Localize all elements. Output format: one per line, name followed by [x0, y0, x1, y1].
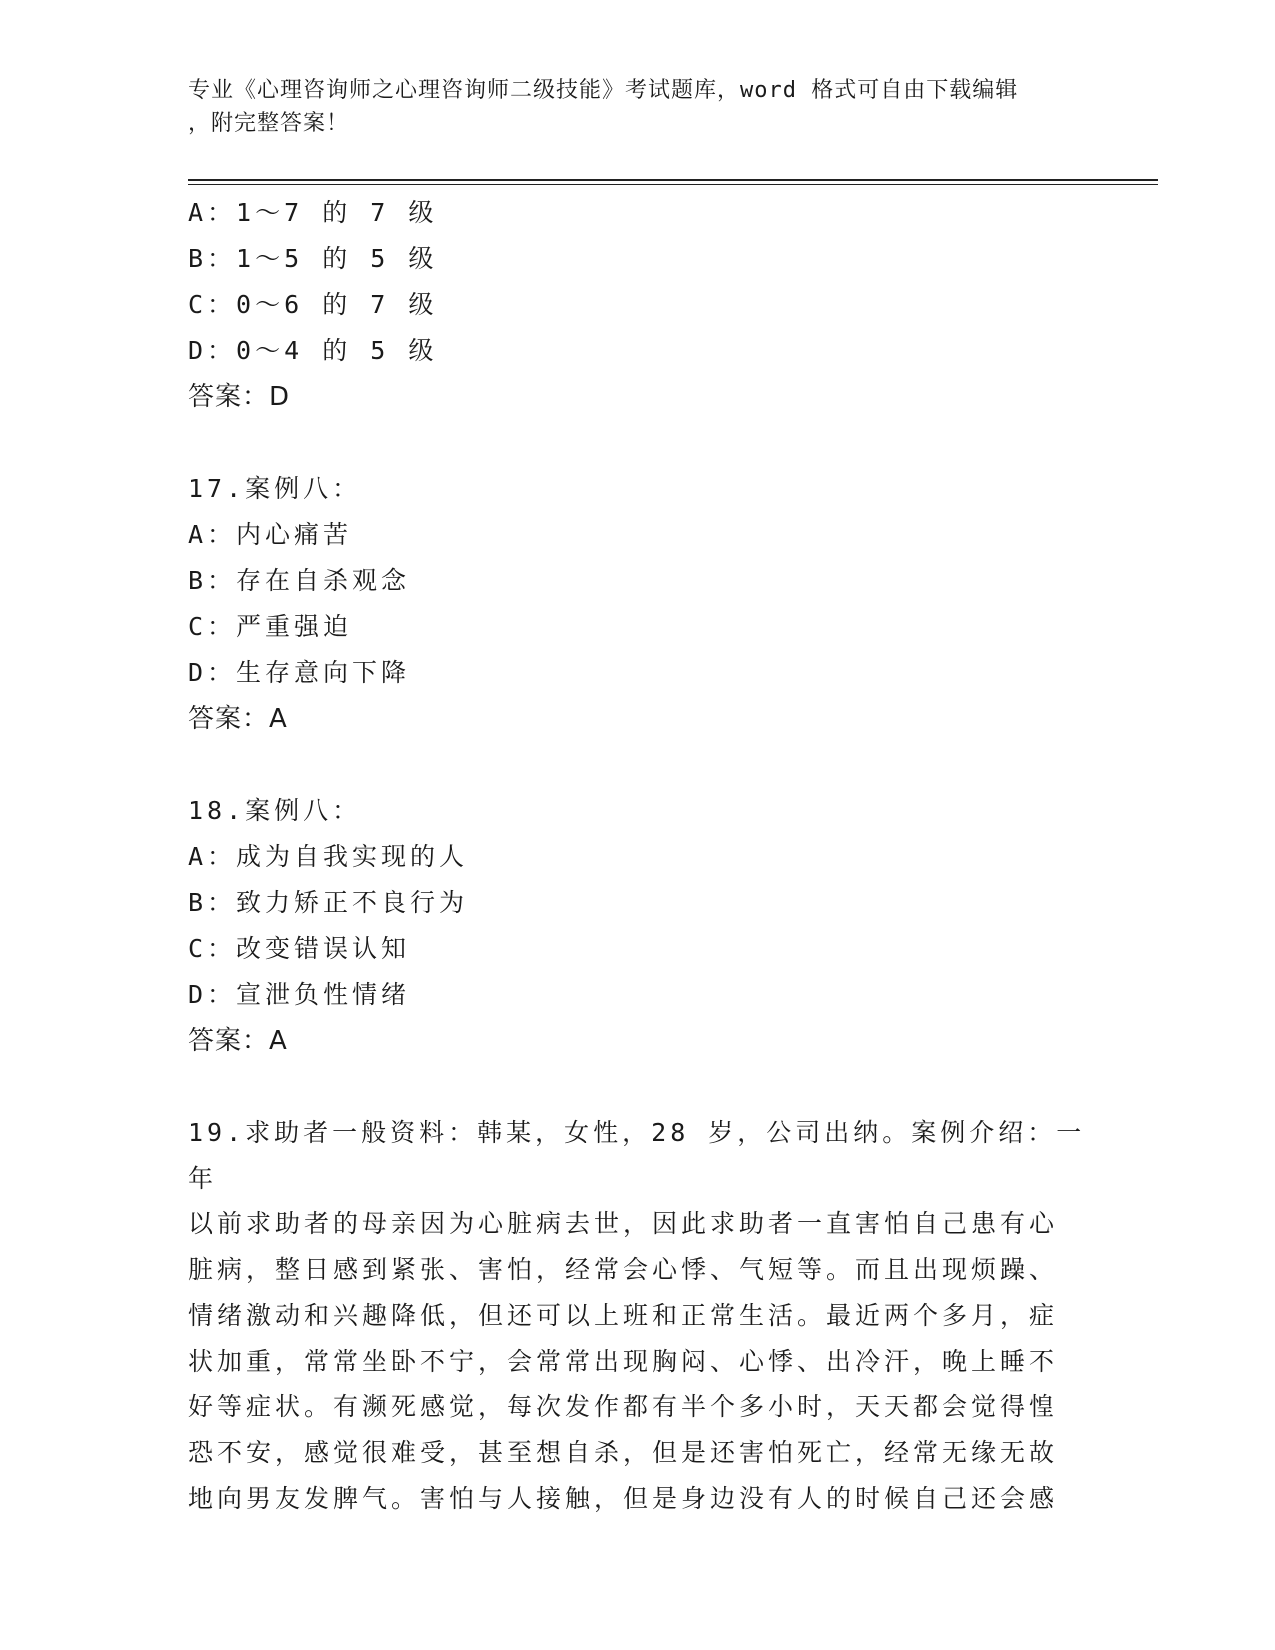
option-d: D：生存意向下降 — [188, 658, 411, 687]
paragraph-line: 情绪激动和兴趣降低，但还可以上班和正常生活。最近两个多月，症 — [188, 1300, 1059, 1330]
option-a: A：成为自我实现的人 — [188, 842, 469, 871]
question-16 — [188, 190, 1088, 420]
option-a: A：1～7 的 7 级 — [188, 198, 438, 227]
paragraph-line: 地向男友发脾气。害怕与人接触，但是身边没有人的时候自己还会感 — [188, 1483, 1059, 1513]
answer: 答案：A — [188, 1026, 288, 1056]
option-c: C：严重强迫 — [188, 612, 353, 641]
answer: 答案：A — [188, 704, 288, 734]
question-title: 17.案例八： — [188, 474, 362, 503]
header-rule-thin — [188, 184, 1158, 185]
option-d: D：0～4 的 5 级 — [188, 336, 438, 365]
question-17 — [188, 466, 1088, 742]
paragraph-line: 状加重，常常坐卧不宁，会常常出现胸闷、心悸、出冷汗，晚上睡不 — [188, 1346, 1059, 1376]
question-18 — [188, 788, 1088, 1064]
paragraph-line: 19.求助者一般资料：韩某，女性，28 岁，公司出纳。案例介绍：一年 — [188, 1118, 1086, 1193]
question-19 — [188, 1110, 1088, 1521]
option-d: D：宣泄负性情绪 — [188, 980, 411, 1009]
document-body — [188, 190, 1088, 1521]
header-line-1: 专业《心理咨询师之心理咨询师二级技能》考试题库，word 格式可自由下载编辑 — [188, 78, 1019, 103]
paragraph-line: 脏病，整日感到紧张、害怕，经常会心悸、气短等。而且出现烦躁、 — [188, 1255, 1059, 1285]
option-a: A：内心痛苦 — [188, 520, 353, 549]
header-line-2: ，附完整答案！ — [188, 111, 350, 136]
header-rule-thick — [188, 179, 1158, 181]
paragraph-line: 恐不安，感觉很难受，甚至想自杀，但是还害怕死亡，经常无缘无故 — [188, 1437, 1059, 1467]
option-b: B：1～5 的 5 级 — [188, 244, 438, 273]
paragraph-line: 以前求助者的母亲因为心脏病去世，因此求助者一直害怕自己患有心 — [188, 1209, 1059, 1239]
document-header — [188, 74, 1068, 140]
option-b: B：致力矫正不良行为 — [188, 888, 469, 917]
option-c: C：改变错误认知 — [188, 934, 411, 963]
answer: 答案：D — [188, 382, 291, 412]
option-b: B：存在自杀观念 — [188, 566, 411, 595]
question-title: 18.案例八： — [188, 796, 362, 825]
paragraph-line: 好等症状。有濒死感觉，每次发作都有半个多小时，天天都会觉得惶 — [188, 1392, 1059, 1422]
option-c: C：0～6 的 7 级 — [188, 290, 438, 319]
